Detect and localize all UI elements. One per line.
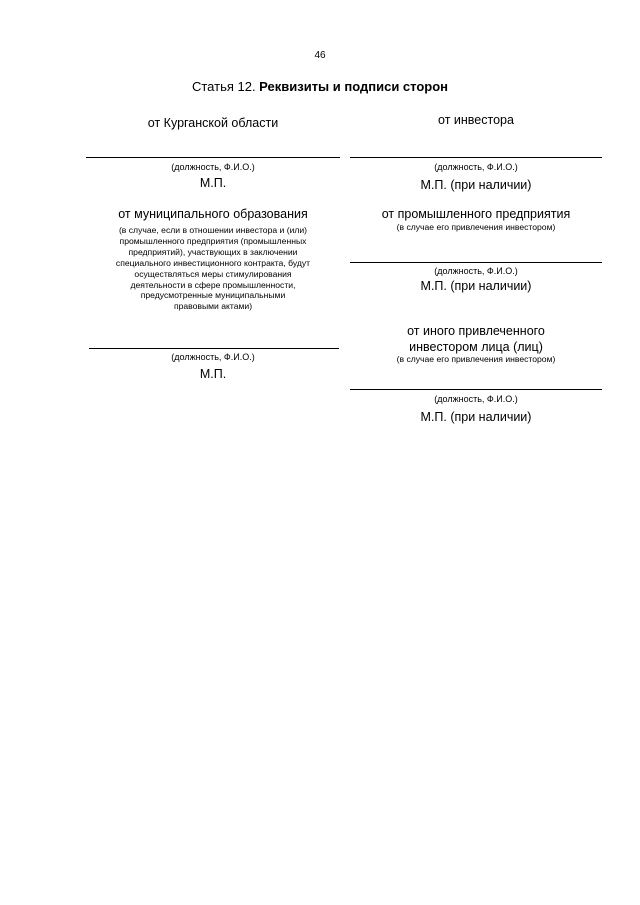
note-line: предусмотренные муниципальными: [140, 290, 286, 301]
signature-line-municipality: [89, 348, 339, 349]
party-municipality-label: от муниципального образования: [118, 207, 308, 221]
caption-enterprise: (должность, Ф.И.О.): [434, 266, 518, 276]
party-other-label: [350, 323, 602, 355]
note-other: (в случае его привлечения инвестором): [396, 354, 556, 364]
party-other-label-line: инвестором лица (лиц): [409, 340, 543, 354]
stamp-region: М.П.: [199, 176, 227, 190]
party-enterprise-label: от промышленного предприятия: [381, 207, 571, 221]
signature-line-region: [86, 157, 340, 158]
article-title-bold: Реквизиты и подписи сторон: [259, 79, 449, 94]
note-municipality: [86, 225, 340, 312]
stamp-investor: М.П. (при наличии): [420, 178, 532, 192]
signature-line-other: [350, 389, 602, 390]
note-line: осуществляться меры стимулирования: [134, 268, 292, 279]
party-region-label: от Курганской области: [147, 116, 279, 130]
note-line: деятельности в сфере промышленности,: [130, 279, 296, 290]
note-line: промышленного предприятия (промышленных: [119, 235, 307, 246]
party-other-label-line: от иного привлеченного: [407, 324, 545, 338]
note-line: (в случае, если в отношении инвестора и (или): [118, 225, 308, 235]
article-title: [0, 79, 640, 94]
stamp-enterprise: М.П. (при наличии): [420, 279, 532, 293]
signature-line-enterprise: [350, 262, 602, 263]
caption-investor: (должность, Ф.И.О.): [434, 162, 518, 172]
article-title-prefix: Статья 12.: [191, 79, 260, 94]
caption-region: (должность, Ф.И.О.): [171, 162, 255, 172]
stamp-municipality: М.П.: [199, 367, 227, 381]
page-number: 46: [314, 50, 326, 61]
note-line: специального инвестиционного контракта, будут: [115, 257, 311, 268]
note-enterprise: (в случае его привлечения инвестором): [396, 222, 556, 232]
note-line: правовыми актами): [173, 301, 253, 312]
caption-municipality: (должность, Ф.И.О.): [171, 352, 255, 362]
stamp-other: М.П. (при наличии): [420, 410, 532, 424]
caption-other: (должность, Ф.И.О.): [434, 394, 518, 404]
party-investor-label: от инвестора: [438, 113, 514, 127]
note-line: предприятий), участвующих в заключении: [128, 246, 298, 257]
signature-line-investor: [350, 157, 602, 158]
